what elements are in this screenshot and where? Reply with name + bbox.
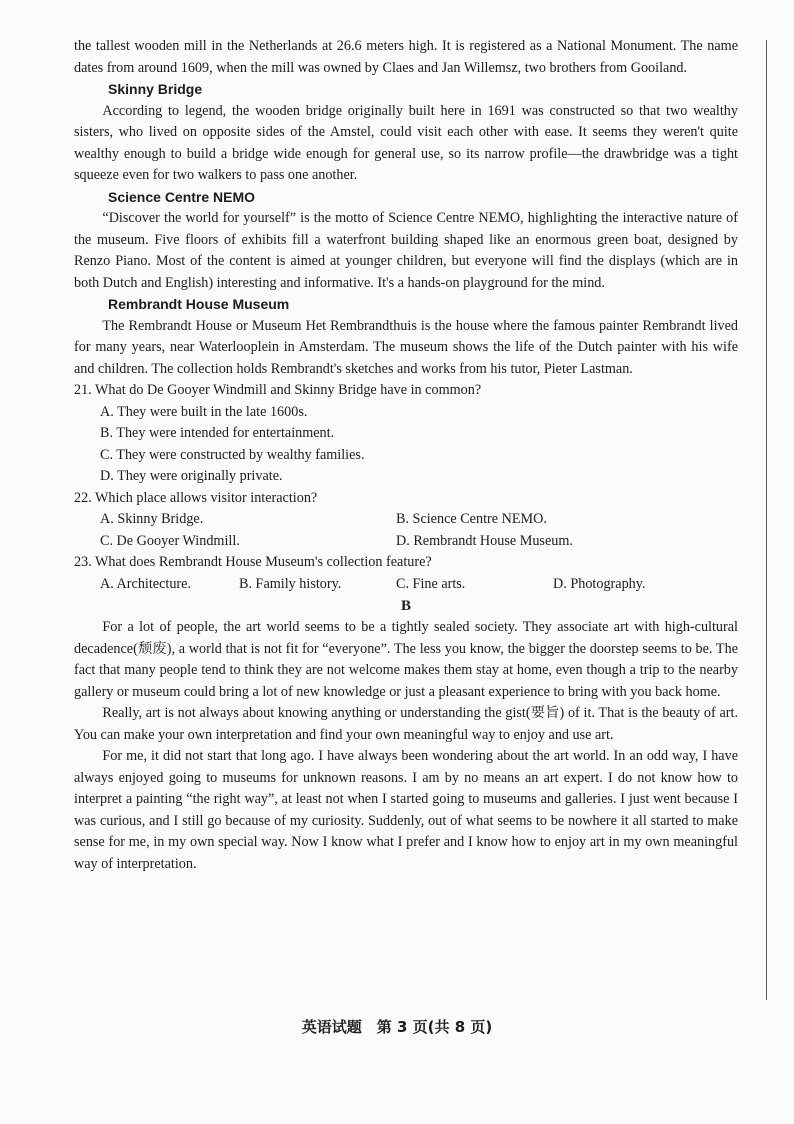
exam-page [74,36,738,875]
question-23-stem: 23. What does Rembrandt House Museum's collection feature? [74,554,432,570]
question-23-option-d: D. Photography. [553,575,646,592]
question-21-option-d: D. They were originally private. [100,468,283,484]
question-23-options-row [74,574,738,596]
question-21-option-b: B. They were intended for entertainment. [100,425,335,441]
question-23 [74,552,738,595]
question-22-options-row-1 [74,509,738,531]
section-text-rembrandt: The Rembrandt House or Museum Het Rembrandthuis is the house where the famous painter Rembrandt lived for many years, near Waterlooplein in Amsterdam. The museum shows the life of the Dutch painter with his wife and children. The collection holds Rembrandt's sketches and works from his tutor, Pieter Lastman. [74,317,738,377]
question-23-option-a: A. Architecture. [100,575,191,592]
passage-b-label: B [400,598,411,614]
question-22 [74,488,738,553]
section-heading-rembrandt: Rembrandt House Museum [108,296,290,312]
question-23-option-b: B. Family history. [239,575,342,592]
question-22-option-c: C. De Gooyer Windmill. [100,532,240,549]
passage-b-paragraph-3: For me, it did not start that long ago. I have always been wondering about the art world. In an odd way, I have always enjoyed going to museums for unknown reasons. I am by no means an art expert. I do not know how to interpret a painting “the right way”, at least not when I started going to museums and galleries. I just went because I was curious, and I still go because of my curiosity. Suddenly, out of what seems to be nowhere it all started to make sense for me, in my own special way. Now I know what I prefer and I know how to enjoy art in my own meaningful way of interpretation. [74,748,738,872]
page-footer: 英语试题 第 3 页(共 8 页) [301,1018,493,1036]
question-21-option-a: A. They were built in the late 1600s. [100,403,308,420]
section-text-skinny-bridge: According to legend, the wooden bridge originally built here in 1691 was constructed so that two wealthy sisters, who lived on opposite sides of the Amstel, could visit each other with ease. It seems they weren't quite wealthy enough to build a bridge wide enough for general use, so its narrow profile—the drawbridge was a tight squeeze even for two walkers to pass one another. [74,102,738,183]
passage-b-paragraph-2: Really, art is not always about knowing anything or understanding the gist(要旨) of it. That is the beauty of art. You can make your own interpretation and find your own meaningful way to enjoy and use art. [74,705,738,743]
question-21-stem: 21. What do De Gooyer Windmill and Skinny Bridge have in common? [74,382,482,398]
section-heading-skinny-bridge: Skinny Bridge [108,81,203,97]
question-23-option-c: C. Fine arts. [396,575,466,592]
question-21 [74,380,738,488]
page-edge-line [766,40,767,1000]
question-22-option-d: D. Rembrandt House Museum. [396,532,573,549]
question-22-options-row-2 [74,531,738,553]
section-heading-nemo: Science Centre NEMO [108,188,256,205]
section-text-nemo: “Discover the world for yourself” is the motto of Science Centre NEMO, highlighting the interactive nature of the museum. Five floors of exhibits fill a waterfront building shaped like an enormous green boat, designed by Renzo Piano. Most of the content is aimed at younger children, but everyone will find the displays (which are in both Dutch and English) interesting and informative. It's a hands-on playground for the mind. [74,210,738,291]
question-22-stem: 22. Which place allows visitor interaction? [74,489,318,506]
passage-a-intro-tail: the tallest wooden mill in the Netherlands at 26.6 meters high. It is registered as a National Monument. The name dates from around 1609, when the mill was owned by Claes and Jan Willemsz, two brothers from Gooiland. [74,38,738,76]
question-21-option-c: C. They were constructed by wealthy families. [100,446,365,463]
passage-b-paragraph-1: For a lot of people, the art world seems to be a tightly sealed society. They associate art with high-cultural decadence(颓废), a world that is not fit for “everyone”. The less you know, the bigger the doorstep seems to be. The fact that many people tend to think they are not welcome makes them stay at home, even though a trip to the nearby gallery or museum could bring a lot of new knowledge or just a pleasant experience to bring with you back home. [74,619,738,700]
question-22-option-b: B. Science Centre NEMO. [396,511,547,527]
question-22-option-a: A. Skinny Bridge. [100,511,204,527]
